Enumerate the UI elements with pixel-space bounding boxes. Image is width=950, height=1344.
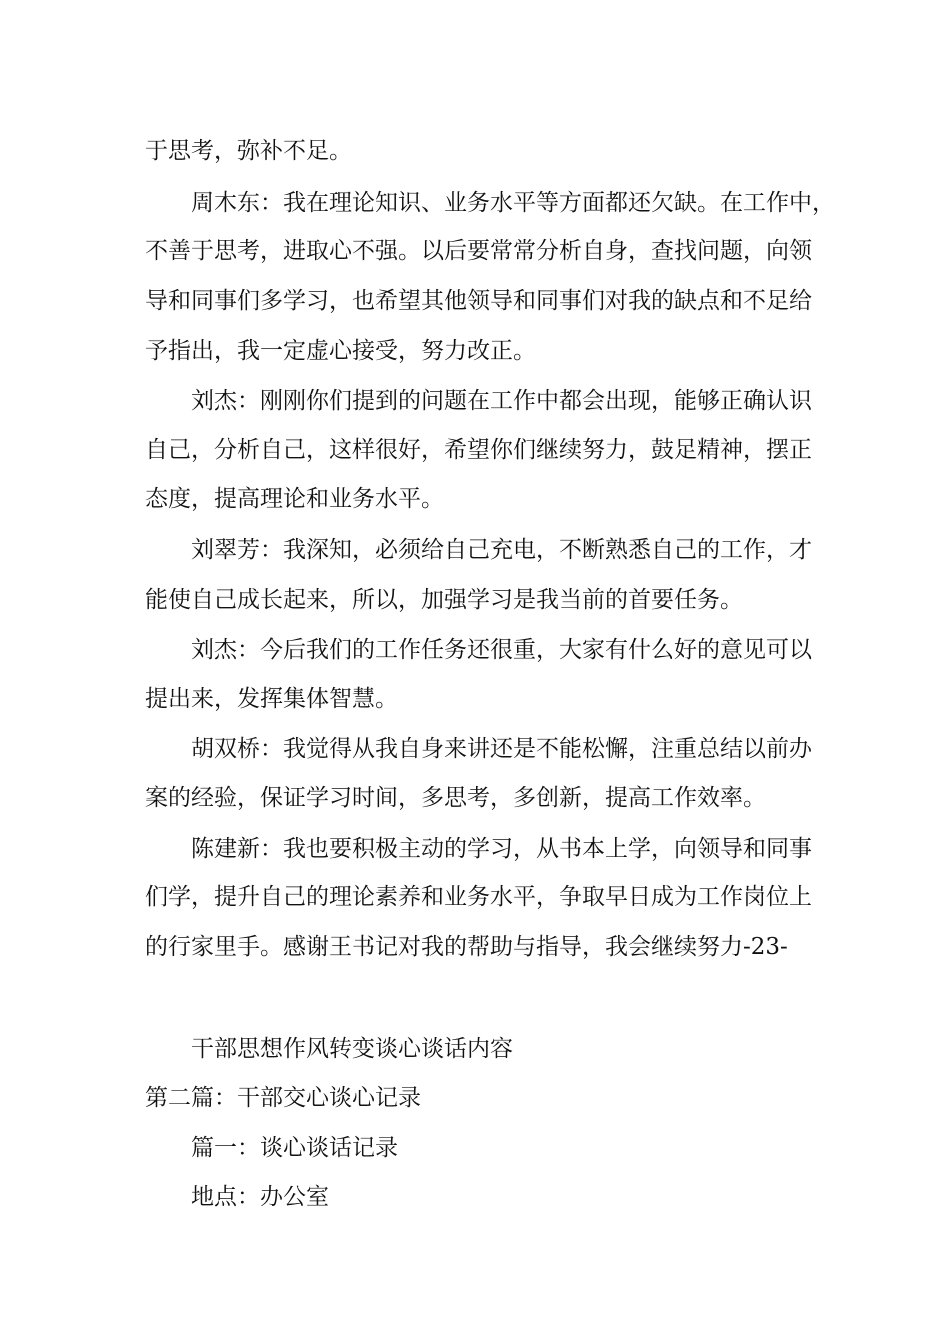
text-line: 于思考，弥补不足。 — [145, 138, 352, 164]
text-line: 能使自己成长起来，所以，加强学习是我当前的首要任务。 — [145, 587, 743, 613]
text-line: 自己，分析自己，这样很好，希望你们继续努力，鼓足精神，摆正 — [145, 437, 812, 463]
text-line: 周木东：我在理论知识、业务水平等方面都还欠缺。在工作中， — [191, 190, 835, 216]
text-line: 刘杰：今后我们的工作任务还很重，大家有什么好的意见可以 — [191, 637, 812, 663]
text-line: 导和同事们多学习，也希望其他领导和同事们对我的缺点和不足给 — [145, 288, 812, 314]
text-line: 们学，提升自己的理论素养和业务水平，争取早日成为工作岗位上 — [145, 884, 812, 910]
section-heading: 第二篇：干部交心谈心记录 — [145, 1085, 421, 1111]
text-line: 提出来，发挥集体智慧。 — [145, 686, 398, 712]
text-line: 态度，提高理论和业务水平。 — [145, 486, 444, 512]
text-line: 不善于思考，进取心不强。以后要常常分析自身，查找问题，向领 — [145, 238, 812, 264]
text-line: 地点：办公室 — [191, 1184, 329, 1210]
text-line: 篇一：谈心谈话记录 — [191, 1135, 398, 1161]
text-line: 案的经验，保证学习时间，多思考，多创新，提高工作效率。 — [145, 785, 766, 811]
text-line: 胡双桥：我觉得从我自身来讲还是不能松懈，注重总结以前办 — [191, 736, 812, 762]
text-line: 的行家里手。感谢王书记对我的帮助与指导，我会继续努力-23- — [145, 934, 788, 960]
text-line: 刘杰：刚刚你们提到的问题在工作中都会出现，能够正确认识 — [191, 388, 812, 414]
text-line: 刘翠芳：我深知，必须给自己充电，不断熟悉自己的工作，才 — [191, 537, 812, 563]
text-line: 予指出，我一定虚心接受，努力改正。 — [145, 338, 536, 364]
text-line: 陈建新：我也要积极主动的学习，从书本上学，向领导和同事 — [191, 836, 812, 862]
section-heading: 干部思想作风转变谈心谈话内容 — [191, 1036, 513, 1062]
